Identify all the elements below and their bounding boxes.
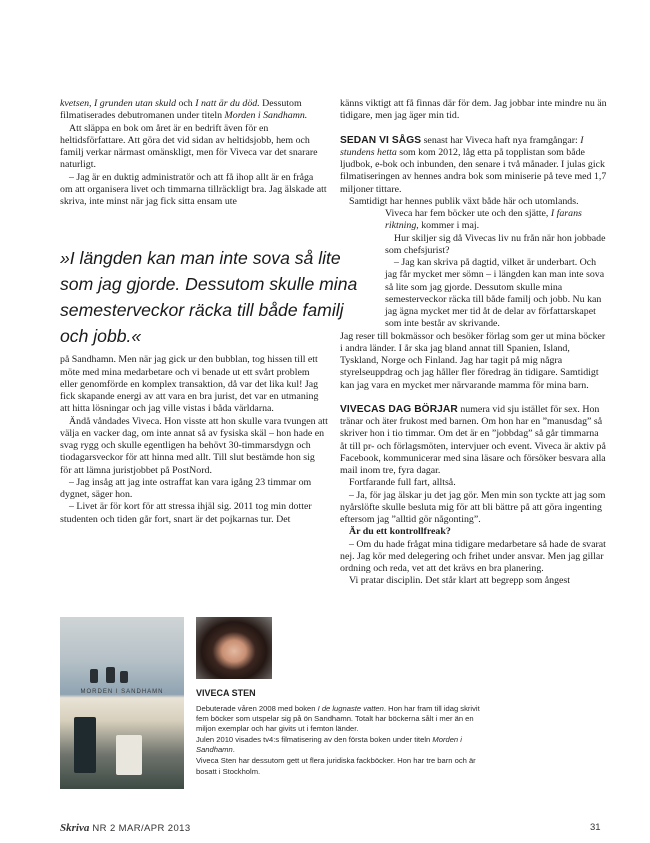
section-vivecas-dag	[340, 404, 608, 478]
infobox-text	[196, 704, 486, 778]
magazine-brand: Skriva	[60, 822, 90, 834]
pull-quote: »I längden kan man inte sova så lite som jag gjorde. Dessutom skulle mina semesterveckor räcka till både familj och jobb.«	[60, 248, 358, 346]
paragraph: Samtidigt har hennes publik växt både här och utomlands.	[349, 195, 579, 207]
section-lead: VIVECAS DAG BÖRJAR	[340, 403, 458, 415]
italic-title: Morden i Sandhamn	[196, 735, 462, 755]
paragraph: på Sandhamn. Men när jag gick ur den bubblan, tog hissen till ett möte med mina medarbetare och vi benade ut ett svårt problem eller genomförde en komplex transaktion, då var det lika kul! Jag fick skapande energi av att vara en bra jurist, det var en utmaning att hitta lösningar och jag ville vistas i båda världarna.	[60, 354, 319, 415]
paragraph: Hur skiljer sig då Vivecas liv nu från när hon jobbade som chefsjurist?	[385, 232, 606, 256]
paragraph	[340, 208, 608, 233]
section-text: numera vid sju istället för sex. Hon tränar och äter frukost med barnen. Om hon har en ”manusdag” så skriver hon i tio timmar. Om det är en ”jobbdag” så går timmarna åt till pr- och förlagsmöten, intervjuer och event. Viveca är aktiv på Facebook, kommunicerar med sina läsare och försöker besvara alla mail inom tre, fyra dagar.	[340, 403, 606, 476]
italic-title: Morden i Sandhamn.	[224, 110, 308, 122]
paragraph: – Ja, för jag älskar ju det jag gör. Men min son tyckte att jag som nyårslöfte skulle besluta mig för att bli bättre på att göra ingenting eftersom jag ”alltid gör någonting”.	[340, 489, 606, 525]
text-run: . Hon har fram till idag skrivit fem böcker som utspelar sig på ön Sandhamn. Totalt har böckerna sålt i mer än en miljon exemplar och har givits ut i femton länder.	[196, 704, 480, 734]
poster-title: MORDEN I SANDHAMN	[80, 689, 164, 695]
section-lead: SEDAN VI SÅGS	[340, 134, 422, 146]
column-right	[340, 98, 608, 588]
text-run: Debuterade våren 2008 med boken	[196, 704, 318, 713]
paragraph: – Om du hade frågat mina tidigare medarbetare så hade de svarat nej. Jag kör med delegering och frihet under ansvar. Men jag gillar ordning och reda, vet att det krävs en bra planering.	[340, 538, 606, 574]
paragraph: Fortfarande full fart, alltså.	[349, 477, 456, 489]
paragraph: – Jag kan skriva på dagtid, vilket är underbart. Och jag får mycket mer sömn – i längden kan man inte sova så lite som jag gjorde. Dessutom skulle mina semesterveckor räcka till både familj och jobb. Nu kan jag ägna mycket mer tid åt de delar av författarskapet som inte består av skrivande.	[385, 257, 605, 330]
infobox-title: VIVECA STEN	[196, 688, 256, 698]
infobox-paragraph: Viveca Sten har dessutom gett ut flera juridiska fackböcker. Hon har tre barn och är bosatt i Stockholm.	[196, 756, 476, 776]
italic-title: I natt är du död.	[195, 98, 260, 109]
text-run: Viveca har fem böcker ute och den sjätte,	[385, 208, 551, 219]
infobox-paragraph	[196, 704, 486, 734]
paragraph: Jag reser till bokmässor och besöker förlag som ger ut mina böcker i andra länder. I år ska jag bland annat till Spanien, Island, Tyskland, Norge och Finland. Jag har tagit på mig några styrelseuppdrag och jag håller fler föredrag än tidigare. Samtidigt kan jag vara en mycket mer närvarande mamma för mina barn.	[340, 330, 606, 391]
paragraph: Att släppa en bok om året är en bedrift även för en heltidsförfattare. Att göra det vid sidan av heltidsjobb, hem och familj verkar närmast omänskligt, men för Viveca var det snarare naturligt.	[60, 122, 318, 171]
poster-figure	[74, 717, 96, 773]
paragraph	[60, 98, 328, 123]
poster-figure	[120, 671, 128, 683]
infobox-paragraph	[196, 735, 486, 755]
italic-title: I de lugnaste vatten	[317, 704, 384, 713]
text-run: , kommer i maj.	[416, 220, 480, 232]
italic-title: I stundens hetta	[340, 134, 584, 158]
interview-question: Är du ett kontrollfreak?	[349, 526, 451, 538]
text-run: Julen 2010 visades tv4:s filmatisering av den första boken under titeln	[196, 735, 433, 745]
page-number: 31	[590, 822, 601, 833]
poster-figure	[90, 669, 98, 683]
poster-figure	[116, 735, 142, 775]
text-run: senast har Viveca haft nya framgångar:	[421, 134, 581, 146]
author-portrait-image	[196, 617, 272, 679]
paragraph: – Livet är för kort för att stressa ihjäl sig. 2011 tog min dotter studenten och tiden går fort, snart är det pojkarnas tur. Det	[60, 501, 312, 525]
poster-figure	[106, 667, 115, 683]
text-run: och	[176, 98, 196, 109]
paragraph: – Jag insåg att jag inte ostraffat kan vara igång 23 timmar om dygnet, säger hon.	[60, 476, 312, 500]
issue-label: NR 2 MAR/APR 2013	[92, 823, 191, 834]
paragraph: Ändå våndades Viveca. Hon visste att hon skulle vara tvungen att välja en vacker dag, om inte annat så av fysiska skäl – hon hade en svag rygg och skulle egentligen ha behövt 30-timmarsdygn och tiodagarsveckor för att hinna med allt. Till slut bestämde hon sig för att lämna juristjobbet på PostNord.	[60, 415, 328, 476]
paragraph: – Jag är en duktig administratör och att få ihop allt är en fråga om att organisera livet och timmarna tillräckligt bra. Jag älskade att skriva, inte minst när jag fick sitta ensam ute	[60, 171, 327, 207]
text-run: Dessutom filmatiserades debutromanen under titeln	[60, 98, 302, 122]
footer-issue	[60, 822, 191, 834]
text-run: som kom 2012, låg etta på topplistan som både ljudbok, e-bok och inbunden, den senare i två månader. I julas gick filmatiseringen av hennes andra bok som miniserie på teve med 1,7 miljoner tittare.	[340, 146, 607, 195]
section-sedan-vi-sags	[340, 135, 608, 196]
italic-title: I farans riktning	[385, 208, 582, 232]
paragraph: känns viktigt att få finnas där för dem. Jag jobbar inte mindre nu än tidigare, men jag äger min tid.	[340, 98, 607, 122]
italic-title: kvetsen, I grunden utan skuld	[60, 98, 177, 109]
text-run: .	[232, 745, 235, 755]
movie-poster-image	[60, 617, 184, 789]
paragraph: Vi pratar disciplin. Det står klart att begrepp som ångest	[349, 575, 570, 587]
